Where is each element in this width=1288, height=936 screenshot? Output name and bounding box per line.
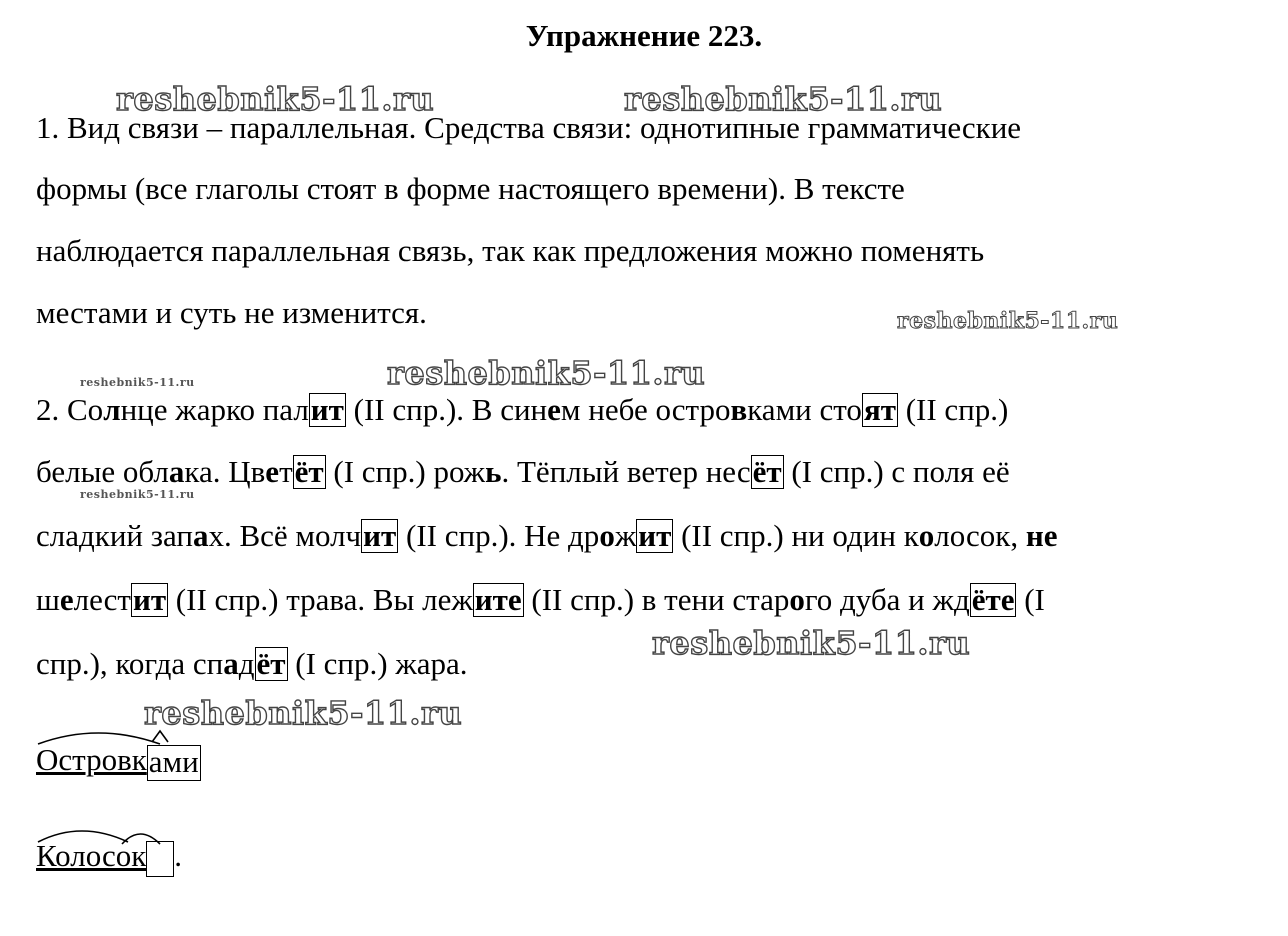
text: лест xyxy=(73,582,131,617)
para2-line-5 xyxy=(36,646,468,682)
text: лосок, xyxy=(934,518,1026,553)
zero-ending-box xyxy=(146,841,174,877)
verb-ending-box: ит xyxy=(363,518,397,553)
watermark: reshebnik5-11.ru xyxy=(144,694,463,732)
spelling-letter: е xyxy=(59,582,74,617)
spelling-letter: ь xyxy=(485,454,502,489)
spelling-letter: е xyxy=(265,454,280,489)
para1-line-4: местами и суть не изменится. xyxy=(36,295,427,330)
text: (I спр.) рож xyxy=(325,454,486,489)
morph-word-ostrovkami xyxy=(36,742,201,781)
watermark: reshebnik5-11.ru xyxy=(652,624,971,662)
verb-ending-box: ят xyxy=(863,392,896,427)
watermark: reshebnik5-11.ru xyxy=(116,80,435,118)
text: (II спр.) ни один к xyxy=(673,518,919,553)
para1-line-3: наблюдается параллельная связь, так как предложения можно поменять xyxy=(36,233,985,268)
verb-ending-box: ёте xyxy=(971,582,1015,617)
text: 2. Со xyxy=(36,392,104,427)
para2-line-4 xyxy=(36,582,1045,618)
text: т xyxy=(279,454,293,489)
text: нце жарко пал xyxy=(120,392,309,427)
verb-ending-box: ит xyxy=(638,518,672,553)
spelling-letter: л xyxy=(103,392,121,427)
text: белые обл xyxy=(36,454,169,489)
text: (I спр.) жара. xyxy=(287,646,468,681)
para1-line-1: 1. Вид связи – параллельная. Средства связи: однотипные грамматические xyxy=(36,110,1022,145)
para2-line-1 xyxy=(36,392,1008,428)
watermark: reshebnik5-11.ru xyxy=(624,80,943,118)
text: (II спр.). Не др xyxy=(398,518,600,553)
text: спр.), когда сп xyxy=(36,646,224,681)
spelling-letter: е xyxy=(547,392,561,427)
text: х. Всё молч xyxy=(208,518,362,553)
watermark: reshebnik5-11.ru xyxy=(80,376,195,389)
text: (I xyxy=(1016,582,1045,617)
spelling-letter: о xyxy=(789,582,805,617)
text: . Тёплый ветер нес xyxy=(501,454,751,489)
text: м небе остро xyxy=(560,392,731,427)
spelling-letter: а xyxy=(168,454,185,489)
text: (I спр.) с поля её xyxy=(783,454,1010,489)
para1-line-2: формы (все глаголы стоят в форме настоящего времени). В тексте xyxy=(36,171,905,206)
morph-word-kolosok xyxy=(36,838,182,877)
text: сладкий зап xyxy=(36,518,193,553)
verb-ending-box: ите xyxy=(474,582,522,617)
period: . xyxy=(174,838,183,873)
spelling-letter: о xyxy=(918,518,935,553)
watermark: reshebnik5-11.ru xyxy=(897,308,1119,334)
para2-line-2 xyxy=(36,454,1010,490)
text: ка. Цв xyxy=(184,454,266,489)
watermark: reshebnik5-11.ru xyxy=(387,354,706,392)
text: д xyxy=(238,646,255,681)
spelling-letter: не xyxy=(1025,518,1058,553)
para2-line-3 xyxy=(36,518,1057,554)
verb-ending-box: ит xyxy=(132,582,167,617)
word-ending-box: ами xyxy=(148,743,199,779)
exercise-title: Упражнение 223. xyxy=(525,18,763,53)
spelling-letter: о xyxy=(599,518,615,553)
text: (II спр.) трава. Вы леж xyxy=(168,582,473,617)
text: ж xyxy=(614,518,637,553)
watermark: reshebnik5-11.ru xyxy=(80,488,195,501)
word-stem: Островк xyxy=(36,742,147,777)
spelling-letter: а xyxy=(223,646,239,681)
verb-ending-box: ёт xyxy=(752,454,782,489)
text: (II спр.) xyxy=(897,392,1009,427)
spelling-letter: в xyxy=(730,392,748,427)
text: го дуба и жд xyxy=(804,582,970,617)
spelling-letter: а xyxy=(192,518,209,553)
text: ками сто xyxy=(747,392,862,427)
text: (II спр.). В син xyxy=(345,392,548,427)
verb-ending-box: ёт xyxy=(294,454,324,489)
word-stem: Колосок xyxy=(36,838,147,873)
text: (II спр.) в тени стар xyxy=(523,582,790,617)
verb-ending-box: ёт xyxy=(256,646,286,681)
text: ш xyxy=(36,582,60,617)
verb-ending-box: ит xyxy=(310,392,344,427)
